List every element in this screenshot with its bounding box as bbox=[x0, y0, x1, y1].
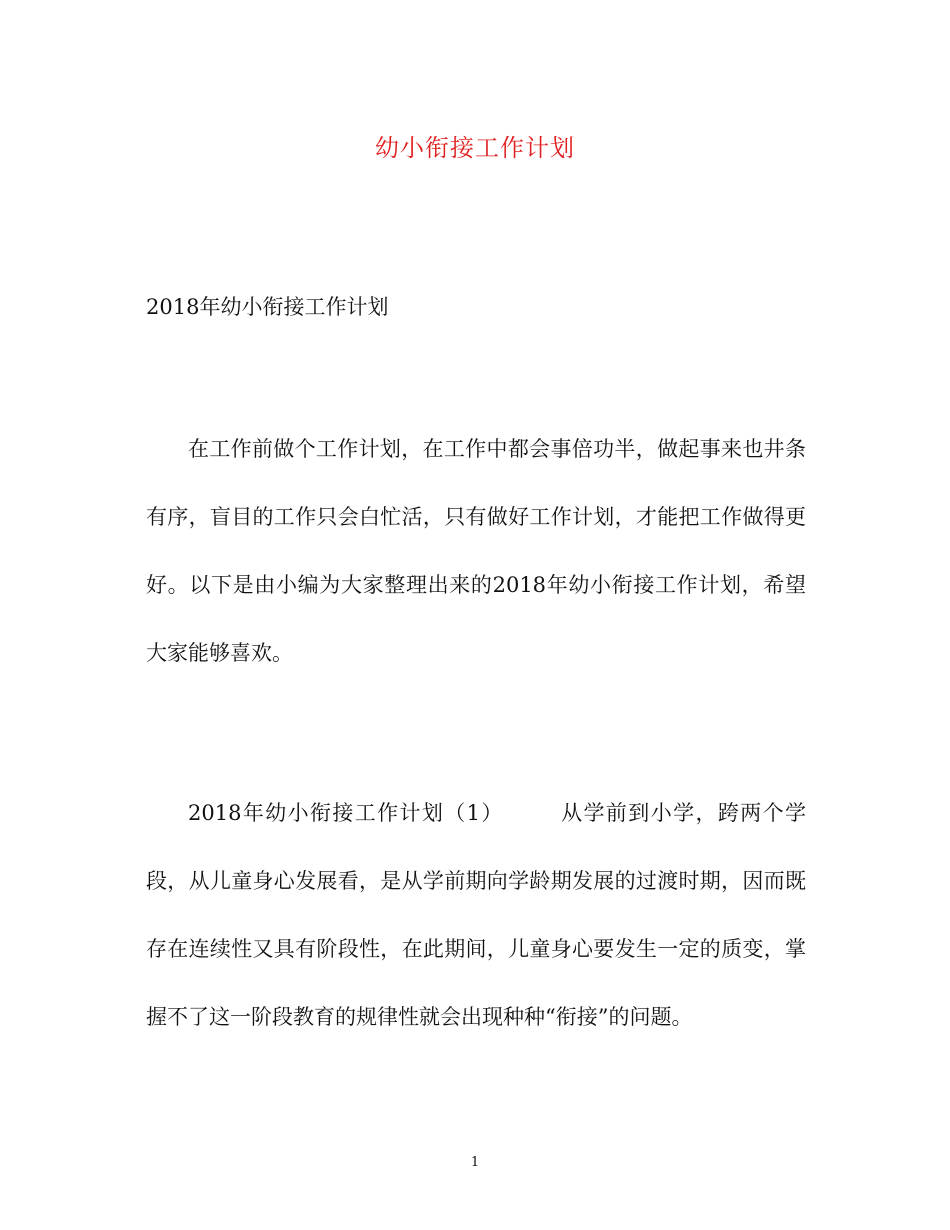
section-1-text: 从学前到小学，跨两个学段，从儿童身心发展看，是从学前期向学龄期发展的过渡时期，因而既存在连续性又具有阶段性，在此期间，儿童身心要发生一定的质变，掌握不了这一阶段教育的规律性就会出现种种“衔接”的问题。 bbox=[146, 801, 806, 1029]
page-number: 1 bbox=[470, 1155, 480, 1170]
paragraph-section-1 bbox=[146, 779, 806, 1051]
section-1-heading: 2018年幼小衔接工作计划（1） bbox=[188, 801, 504, 825]
document-subtitle: 2018年幼小衔接工作计划 bbox=[146, 295, 389, 319]
document-title: 幼小衔接工作计划 bbox=[375, 134, 575, 162]
paragraph-intro bbox=[146, 415, 806, 687]
paragraph-intro-text: 在工作前做个工作计划，在工作中都会事倍功半，做起事来也井条有序，盲目的工作只会白忙活，只有做好工作计划，才能把工作做得更好。以下是由小编为大家整理出来的2018年幼小衔接工作计划，希望大家能够喜欢。 bbox=[146, 437, 806, 665]
